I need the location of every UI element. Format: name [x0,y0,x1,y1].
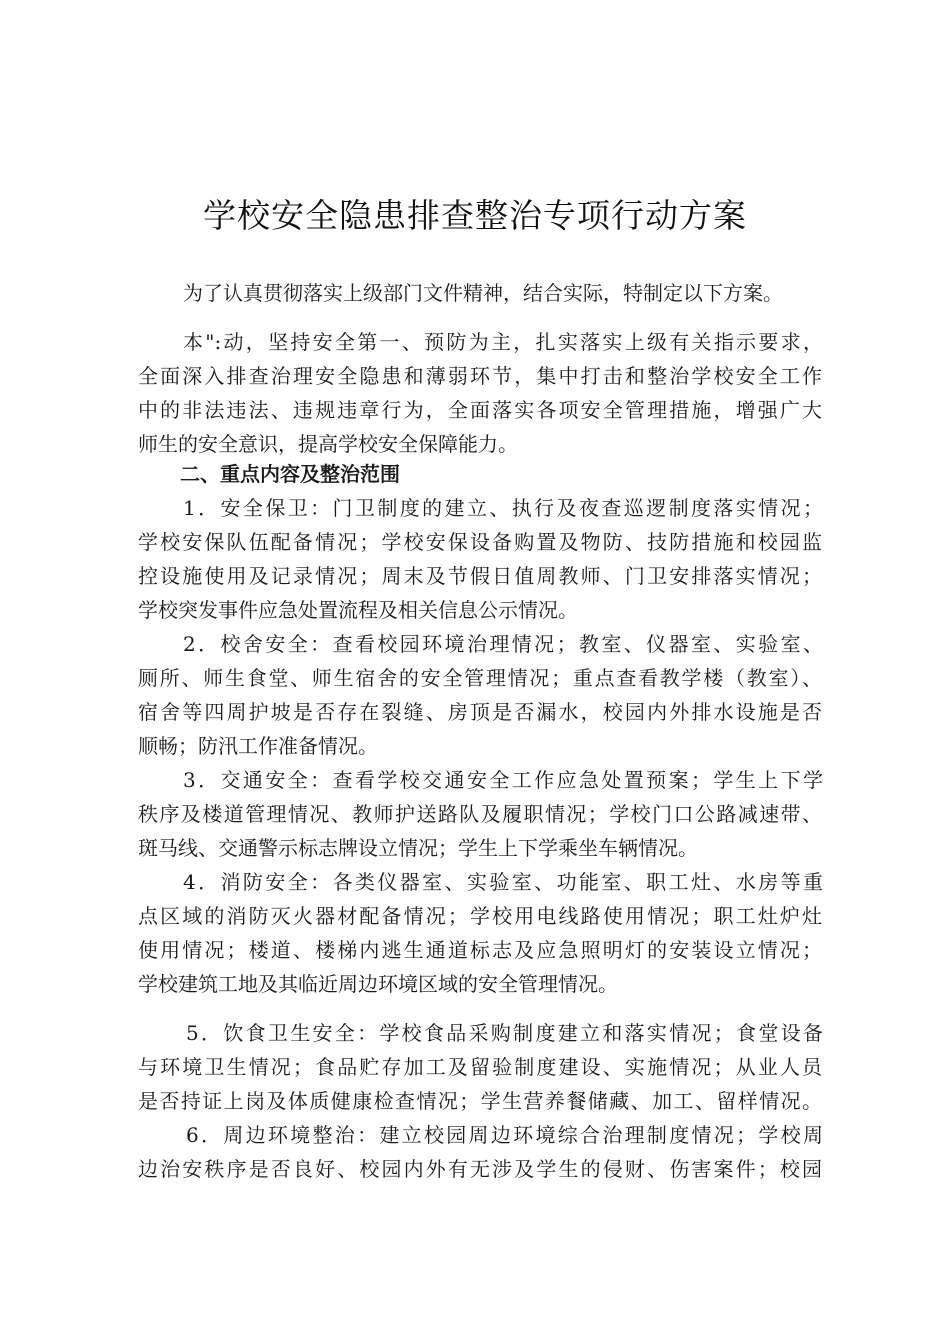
paragraph-line: 中的非法违法、违规违章行为，全面落实各项安全管理措施，增强广大 [138,398,822,422]
paragraph-line: 秩序及楼道管理情况、教师护送路队及履职情况；学校门口公路减速带、 [138,802,822,826]
paragraph-line: 学校建筑工地及其临近周边环境区域的安全管理情况。 [138,972,618,996]
paragraph-line: 顺畅；防汛工作准备情况。 [138,734,378,758]
paragraph-line: 全面深入排查治理安全隐患和薄弱环节，集中打击和整治学校安全工作 [138,364,822,388]
paragraph-line: 2．校舍安全：查看校园环境治理情况；教室、仪器室、实验室、 [183,632,823,656]
paragraph-line: 是否持证上岗及体质健康检查情况；学生营养餐储藏、加工、留样情况。 [138,1089,822,1113]
paragraph-line: 学校突发事件应急处置流程及相关信息公示情况。 [138,598,578,622]
paragraph-line: 厕所、师生食堂、师生宿舍的安全管理情况；重点查看教学楼（教室）、 [138,666,822,690]
paragraph-line: 本":动，坚持安全第一、预防为主，扎实落实上级有关指示要求， [183,330,823,354]
paragraph-line: 1．安全保卫：门卫制度的建立、执行及夜查巡逻制度落实情况； [183,496,823,520]
paragraph-line: 点区域的消防灭火器材配备情况；学校用电线路使用情况；职工灶炉灶 [138,904,822,928]
paragraph-line: 师生的安全意识，提高学校安全保障能力。 [138,432,518,456]
document-title: 学校安全隐患排查整治专项行动方案 [203,196,747,235]
paragraph-line: 与环境卫生情况；食品贮存加工及留验制度建设、实施情况；从业人员 [138,1055,822,1079]
paragraph-line: 控设施使用及记录情况；周末及节假日值周教师、门卫安排落实情况； [138,564,822,588]
paragraph-line: 4．消防安全：各类仪器室、实验室、功能室、职工灶、水房等重 [183,870,823,894]
paragraph-line: 3．交通安全：查看学校交通安全工作应急处置预案；学生上下学 [183,768,823,792]
paragraph-line: 边治安秩序是否良好、校园内外有无涉及学生的侵财、伤害案件；校园 [138,1157,822,1181]
paragraph-line: 使用情况；楼道、楼梯内逃生通道标志及应急照明灯的安装设立情况； [138,938,822,962]
paragraph-line: 斑马线、交通警示标志牌设立情况；学生上下学乘坐车辆情况。 [138,836,698,860]
paragraph-line: 6．周边环境整治：建立校园周边环境综合治理制度情况；学校周 [186,1123,823,1147]
intro-line: 为了认真贯彻落实上级部门文件精神，结合实际，特制定以下方案。 [183,281,783,305]
paragraph-line: 宿舍等四周护坡是否存在裂缝、房顶是否漏水，校园内外排水设施是否 [138,700,822,724]
section-heading: 二、重点内容及整治范围 [180,462,400,486]
paragraph-line: 5．饮食卫生安全：学校食品采购制度建立和落实情况；食堂设备 [186,1021,823,1045]
paragraph-line: 学校安保队伍配备情况；学校安保设备购置及物防、技防措施和校园监 [138,530,822,554]
